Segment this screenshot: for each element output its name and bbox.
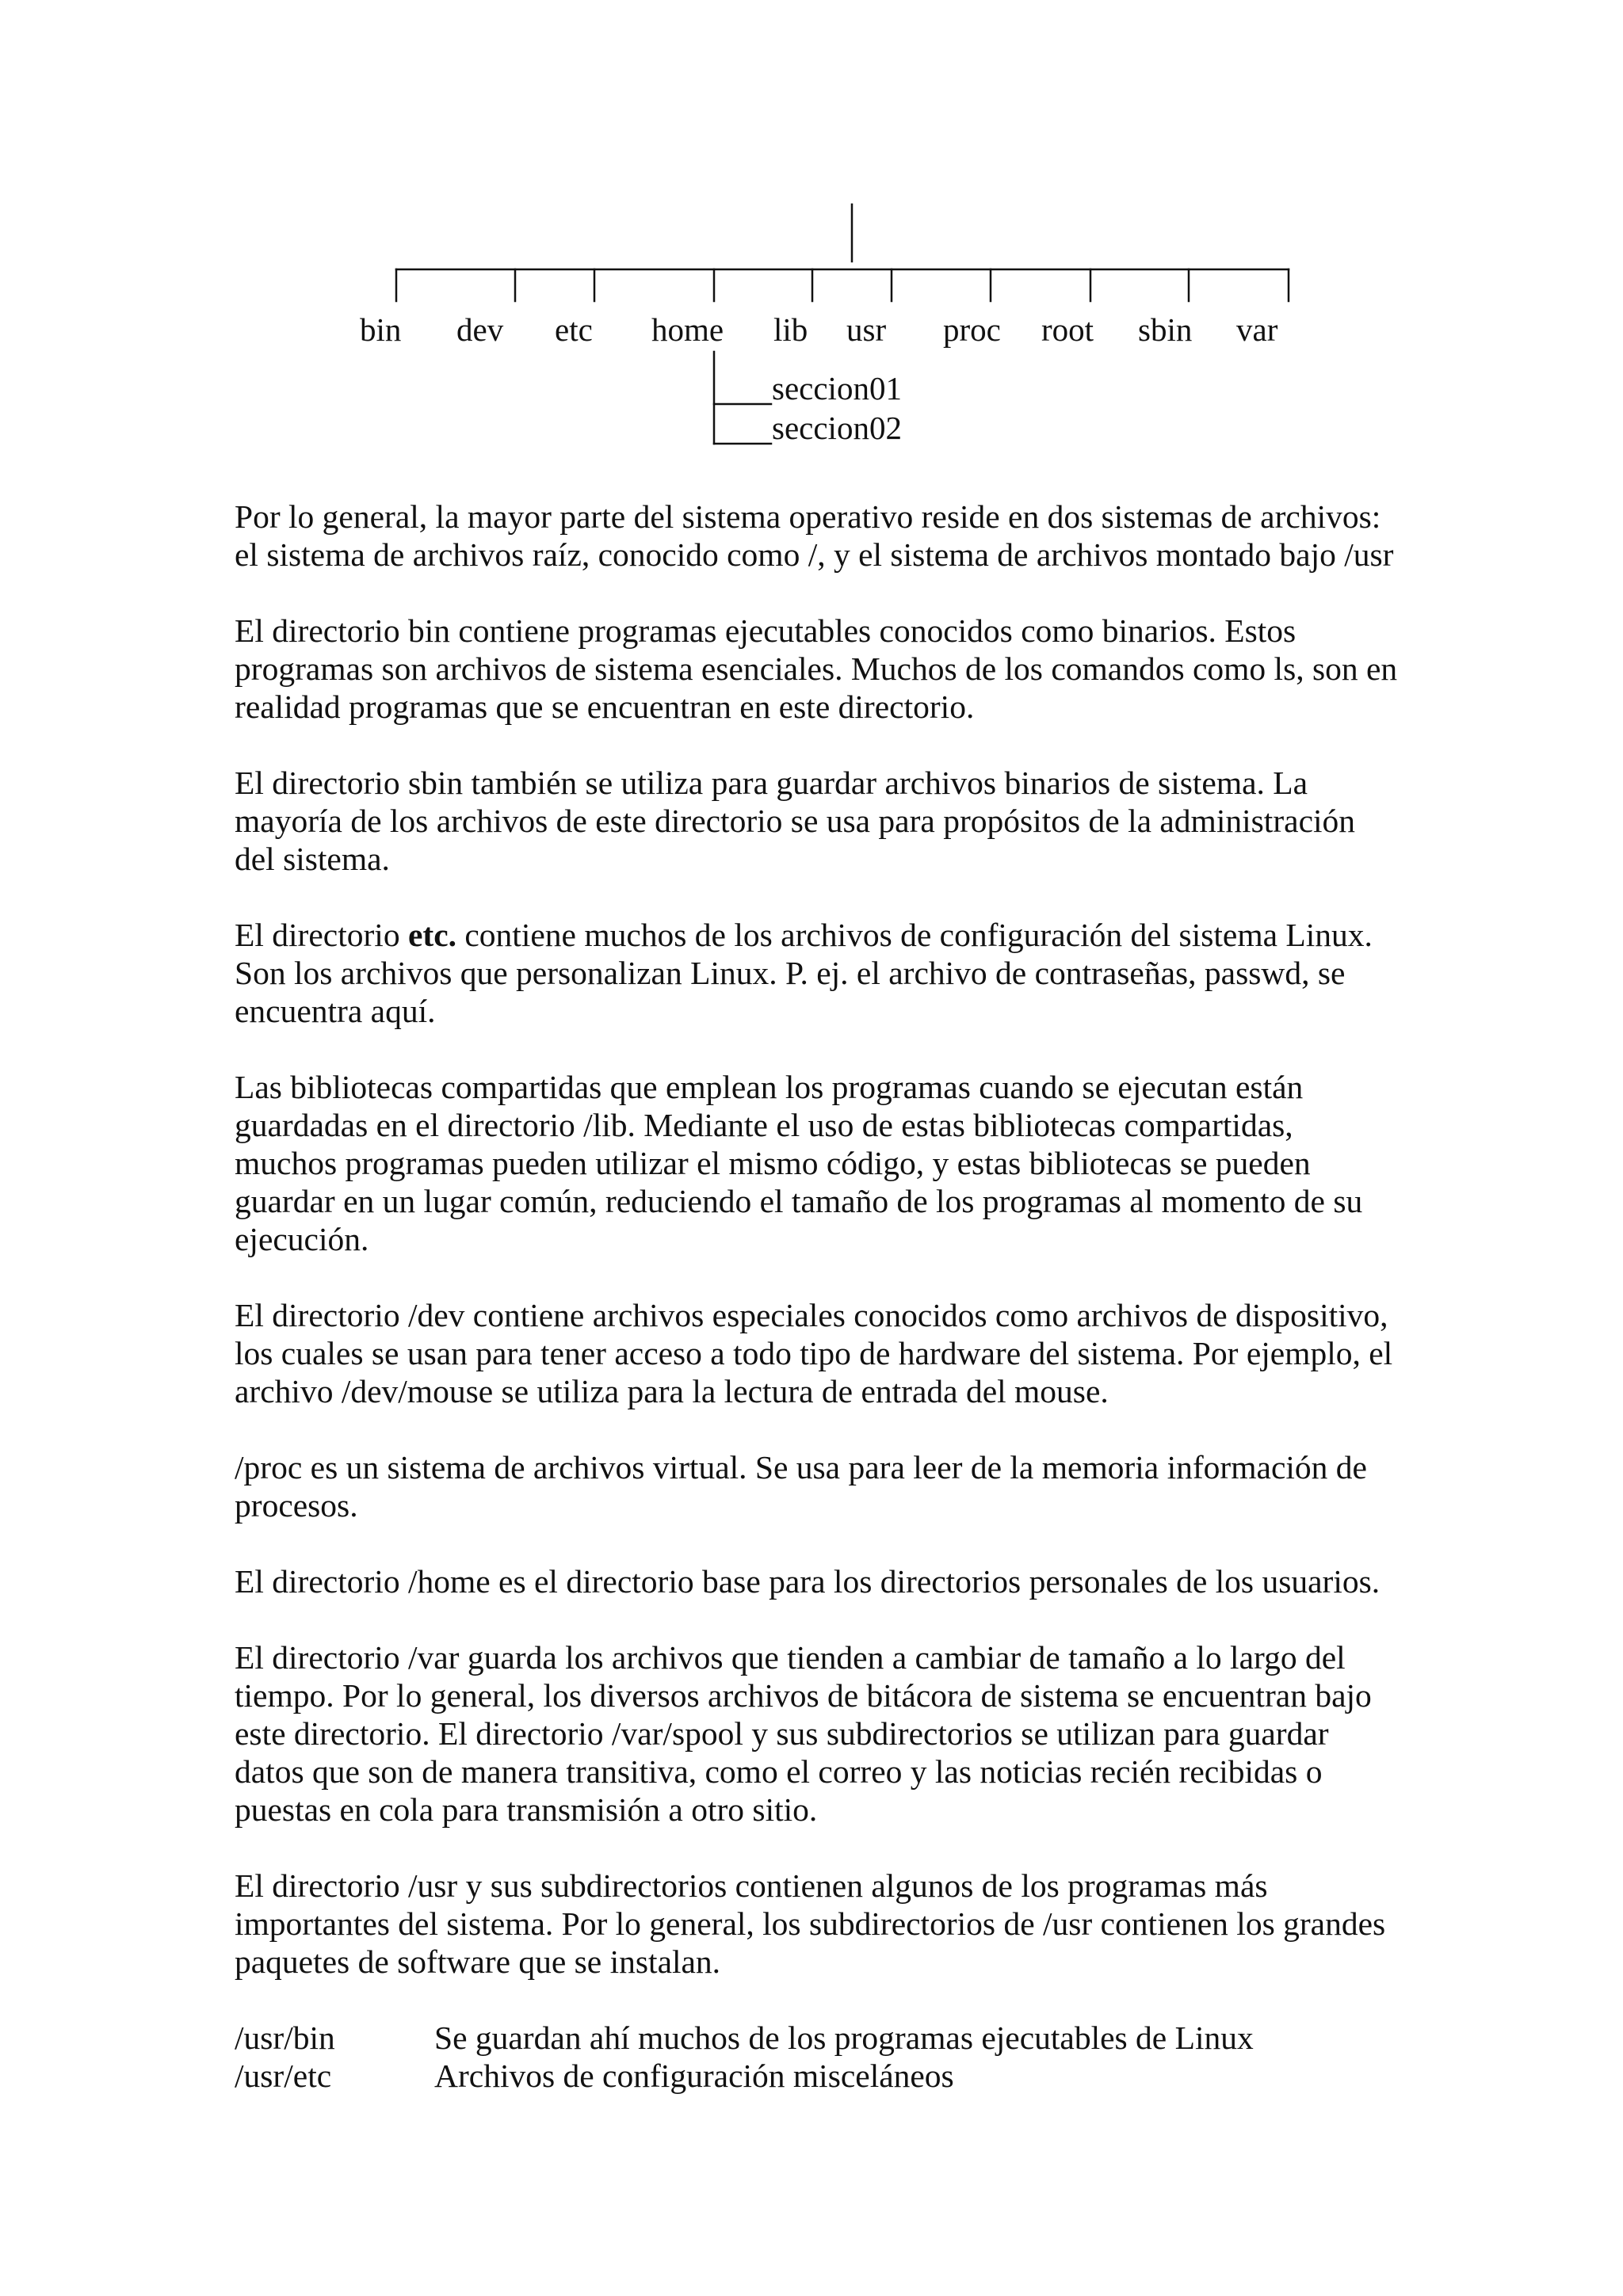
usr-subdirectory-list (235, 2019, 1407, 2095)
paragraph-filesystems (235, 498, 1407, 574)
text-line: El directorio sbin también se utiliza para guardar archivos binarios de sistema. La (235, 765, 1308, 801)
dir-label-lib: lib (773, 311, 808, 348)
text-line: Por lo general, la mayor parte del sistema operativo reside en dos sistemas de archivos: (235, 498, 1381, 535)
text-line: El directorio bin contiene programas ejecutables conocidos como binarios. Estos (235, 612, 1296, 649)
text-line: realidad programas que se encuentran en este directorio. (235, 688, 975, 725)
text-line: puestas en cola para transmisión a otro sitio. (235, 1791, 818, 1828)
text-line: guardar en un lugar común, reduciendo el tamaño de los programas al momento de su (235, 1183, 1363, 1219)
paragraph-bin (235, 612, 1407, 726)
text-line: guardadas en el directorio /lib. Mediante el uso de estas bibliotecas compartidas, (235, 1107, 1293, 1143)
etc-intro-text: El directorio (235, 917, 408, 953)
text-line: procesos. (235, 1487, 358, 1524)
dir-label-etc: etc (555, 311, 593, 348)
usr-entry-description: Archivos de configuración misceláneos (434, 2058, 954, 2094)
text-line: /proc es un sistema de archivos virtual. Se usa para leer de la memoria información de (235, 1449, 1367, 1486)
text-line: programas son archivos de sistema esenciales. Muchos de los comandos como ls, son en (235, 650, 1398, 687)
text-line: el sistema de archivos raíz, conocido como /, y el sistema de archivos montado bajo /usr (235, 536, 1394, 573)
paragraph-lib (235, 1068, 1407, 1258)
etc-bold-text: etc. (407, 917, 456, 953)
text-line: los cuales se usan para tener acceso a todo tipo de hardware del sistema. Por ejemplo, el (235, 1335, 1393, 1371)
text-line: encuentra aquí. (235, 993, 436, 1029)
dir-label-usr: usr (846, 311, 887, 348)
etc-rest-text: contiene muchos de los archivos de configuración del sistema Linux. (456, 917, 1373, 953)
text-line: El directorio /dev contiene archivos especiales conocidos como archivos de dispositivo, (235, 1297, 1388, 1333)
dir-label-root: root (1041, 311, 1094, 348)
text-line: importantes del sistema. Por lo general, los subdirectorios de /usr contienen los grandes (235, 1905, 1386, 1942)
dir-label-dev: dev (456, 311, 504, 348)
text-line: del sistema. (235, 841, 390, 877)
usr-entry-path: /usr/etc (235, 2058, 332, 2094)
text-line: este directorio. El directorio /var/spool y sus subdirectorios se utilizan para guardar (235, 1715, 1329, 1752)
text-line (235, 916, 1407, 954)
text-line: El directorio /home es el directorio base para los directorios personales de los usuarios. (235, 1563, 1381, 1600)
text-line: muchos programas pueden utilizar el mismo código, y estas bibliotecas se pueden (235, 1145, 1311, 1181)
text-line: Son los archivos que personalizan Linux. P. ej. el archivo de contraseñas, passwd, se (235, 955, 1346, 991)
paragraph-usr (235, 1867, 1407, 1981)
dir-label-var: var (1236, 311, 1278, 348)
paragraph-var (235, 1638, 1407, 1829)
paragraph-proc (235, 1448, 1407, 1524)
text-line: archivo /dev/mouse se utiliza para la lectura de entrada del mouse. (235, 1373, 1109, 1409)
paragraph-home (235, 1562, 1407, 1600)
text-line: paquetes de software que se instalan. (235, 1943, 721, 1980)
paragraph-etc (235, 916, 1407, 1030)
text-line: tiempo. Por lo general, los diversos archivos de bitácora de sistema se encuentran bajo (235, 1677, 1372, 1714)
dir-label-seccion02: seccion02 (772, 410, 902, 446)
body-text (235, 498, 1407, 2095)
dir-label-sbin: sbin (1138, 311, 1193, 348)
text-line: El directorio /var guarda los archivos que tienden a cambiar de tamaño a lo largo del (235, 1639, 1346, 1676)
paragraph-sbin (235, 764, 1407, 878)
directory-tree (0, 0, 1623, 475)
text-line: mayoría de los archivos de este directorio se usa para propósitos de la administración (235, 803, 1356, 839)
usr-entry-description: Se guardan ahí muchos de los programas ejecutables de Linux (434, 2019, 1254, 2056)
usr-entry-path: /usr/bin (235, 2019, 335, 2056)
dir-label-bin: bin (360, 311, 402, 348)
text-line: datos que son de manera transitiva, como el correo y las noticias recién recibidas o (235, 1753, 1323, 1790)
dir-label-home: home (651, 311, 724, 348)
text-line: ejecución. (235, 1221, 369, 1257)
text-line: Las bibliotecas compartidas que emplean los programas cuando se ejecutan están (235, 1069, 1304, 1105)
usr-entry-row (235, 2057, 1407, 2095)
text-line: El directorio /usr y sus subdirectorios contienen algunos de los programas más (235, 1867, 1268, 1904)
usr-entry-row (235, 2019, 1407, 2057)
dir-label-seccion01: seccion01 (772, 370, 902, 406)
paragraph-dev (235, 1296, 1407, 1410)
dir-label-proc: proc (943, 311, 1001, 348)
